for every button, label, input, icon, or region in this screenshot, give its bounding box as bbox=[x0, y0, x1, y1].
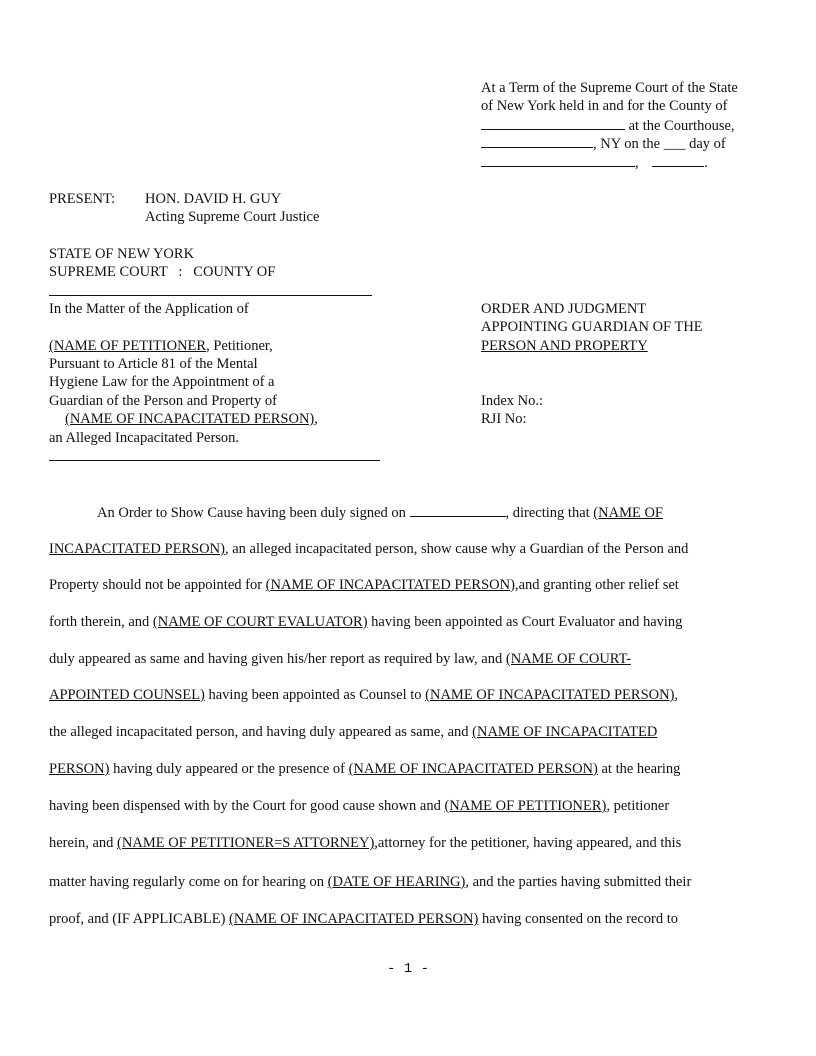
judge-title: Acting Supreme Court Justice bbox=[145, 209, 320, 225]
body-line-6: APPOINTED COUNSEL) having been appointed as Counsel to (NAME OF INCAPACITATED PERSON), bbox=[49, 687, 679, 703]
caption-line-4: Hygiene Law for the Appointment of a bbox=[49, 374, 275, 390]
body-line-3: Property should not be appointed for (NAME OF INCAPACITATED PERSON),and granting other relief set bbox=[49, 577, 679, 593]
order-title-1: ORDER AND JUDGMENT bbox=[481, 301, 647, 317]
caption-incapacitated: (NAME OF INCAPACITATED PERSON), bbox=[65, 411, 318, 427]
signed-date-blank[interactable] bbox=[410, 503, 506, 517]
venue-court: SUPREME COURT : COUNTY OF bbox=[49, 264, 276, 280]
body-line-7: the alleged incapacitated person, and having duly appeared as same, and (NAME OF INCAPACITATED bbox=[49, 724, 658, 740]
body-line-9: having been dispensed with by the Court for good cause shown and (NAME OF PETITIONER), petitioner bbox=[49, 798, 670, 814]
rji-number-label: RJI No: bbox=[481, 411, 527, 427]
body-line-11: matter having regularly come on for hearing on (DATE OF HEARING), and the parties having submitted their bbox=[49, 874, 692, 890]
body-line-8: PERSON) having duly appeared or the presence of (NAME OF INCAPACITATED PERSON) at the hearing bbox=[49, 761, 681, 777]
term-line-2: of New York held in and for the County of bbox=[481, 98, 728, 114]
caption-bottom-rule bbox=[49, 460, 380, 461]
body-line-10: herein, and (NAME OF PETITIONER=S ATTORNEY),attorney for the petitioner, having appeared, and this bbox=[49, 835, 682, 851]
caption-line-5: Guardian of the Person and Property of bbox=[49, 393, 277, 409]
caption-matter: In the Matter of the Application of bbox=[49, 301, 249, 317]
present-label: PRESENT: bbox=[49, 191, 116, 207]
index-number-label: Index No.: bbox=[481, 393, 544, 409]
term-line-5: , . bbox=[481, 153, 708, 172]
term-line-1: At a Term of the Supreme Court of the State bbox=[481, 80, 738, 96]
petitioner-name-placeholder: (NAME OF PETITIONER bbox=[49, 338, 207, 354]
body-line-2: INCAPACITATED PERSON), an alleged incapacitated person, show cause why a Guardian of the Person and bbox=[49, 541, 689, 557]
page-number: - 1 - bbox=[386, 961, 429, 977]
caption-line-3: Pursuant to Article 81 of the Mental bbox=[49, 356, 258, 372]
order-title-3: PERSON AND PROPERTY bbox=[481, 338, 648, 354]
county-blank[interactable] bbox=[481, 116, 625, 130]
venue-state: STATE OF NEW YORK bbox=[49, 246, 195, 262]
term-line-3: at the Courthouse, bbox=[481, 116, 735, 135]
term-line-4: , NY on the ___ day of bbox=[481, 134, 726, 153]
month-blank[interactable] bbox=[481, 153, 635, 167]
body-line-12: proof, and (IF APPLICABLE) (NAME OF INCAPACITATED PERSON) having consented on the record to bbox=[49, 911, 679, 927]
caption-petitioner: (NAME OF PETITIONER, Petitioner, bbox=[49, 338, 273, 354]
body-line-5: duly appeared as same and having given his/her report as required by law, and (NAME OF COURT- bbox=[49, 651, 631, 667]
year-blank[interactable] bbox=[652, 153, 704, 167]
caption-line-7: an Alleged Incapacitated Person. bbox=[49, 430, 240, 446]
incapacitated-name-placeholder: (NAME OF INCAPACITATED PERSON) bbox=[65, 411, 315, 427]
body-line-4: forth therein, and (NAME OF COURT EVALUATOR) having been appointed as Court Evaluator and having bbox=[49, 614, 683, 630]
order-title-2: APPOINTING GUARDIAN OF THE bbox=[481, 319, 703, 335]
caption-top-rule bbox=[49, 295, 372, 296]
judge-name: HON. DAVID H. GUY bbox=[145, 191, 282, 207]
city-blank[interactable] bbox=[481, 134, 593, 148]
body-line-1: An Order to Show Cause having been duly signed on , directing that (NAME OF bbox=[97, 505, 663, 521]
